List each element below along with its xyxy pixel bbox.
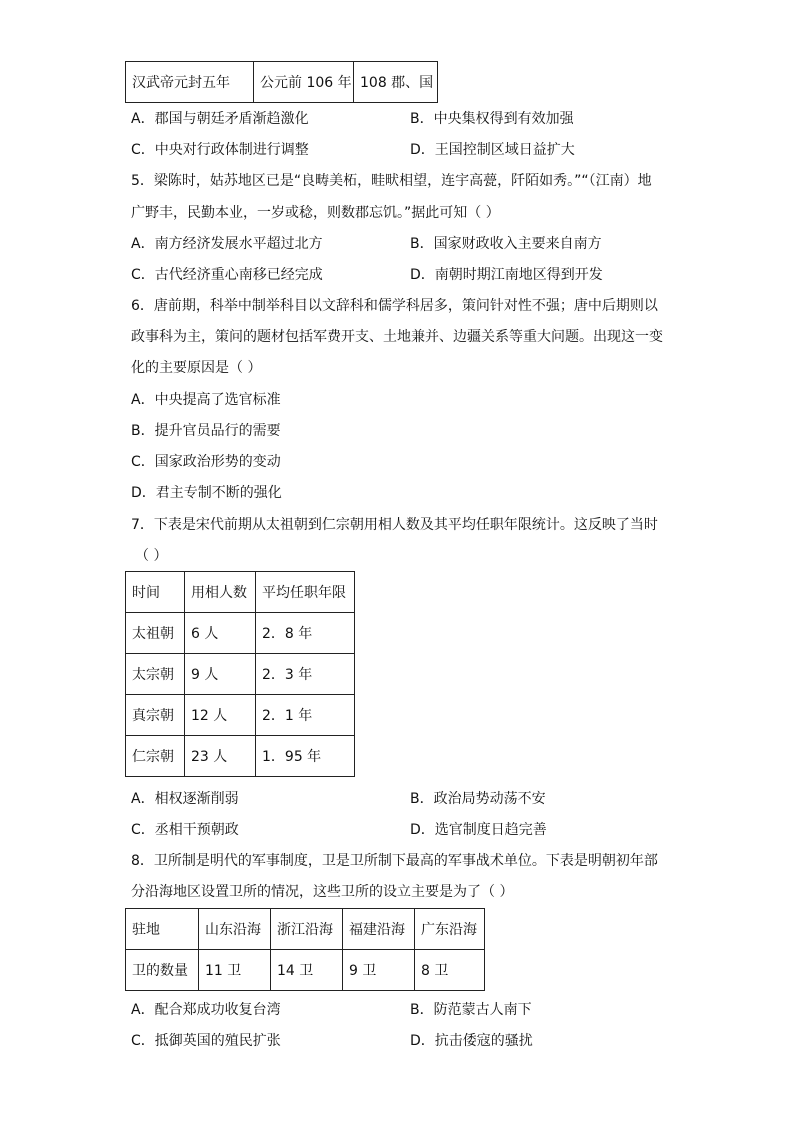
q6-stem-line-2: 政事科为主，策问的题材包括军费开支、土地兼并、边疆关系等重大问题。出现这一变 bbox=[131, 329, 663, 345]
table-cell: 2．1 年 bbox=[256, 695, 355, 736]
q6-stem-line-3: 化的主要原因是（ ） bbox=[131, 360, 262, 376]
table-row bbox=[126, 613, 355, 654]
table-cell: 23 人 bbox=[185, 736, 256, 777]
table-cell: 9 人 bbox=[185, 654, 256, 695]
table-cell: 1．95 年 bbox=[256, 736, 355, 777]
table-row bbox=[126, 654, 355, 695]
table-header-cell: 时间 bbox=[126, 572, 185, 613]
option-d[interactable]: D．抗击倭寇的骚扰 bbox=[410, 1033, 533, 1049]
option-b[interactable]: B．政治局势动荡不安 bbox=[410, 791, 546, 807]
table-cell: 12 人 bbox=[185, 695, 256, 736]
table-cell: 太宗朝 bbox=[126, 654, 185, 695]
option-b[interactable]: B．国家财政收入主要来自南方 bbox=[410, 236, 602, 252]
option-d[interactable]: D．南朝时期江南地区得到开发 bbox=[410, 267, 603, 283]
table-header-cell: 平均任职年限 bbox=[256, 572, 355, 613]
table-cell: 9 卫 bbox=[343, 950, 415, 991]
q8-options-row-2 bbox=[131, 1031, 691, 1051]
q7-stem-line-2: （ ） bbox=[135, 548, 168, 564]
table-cell: 6 人 bbox=[185, 613, 256, 654]
table-row bbox=[126, 62, 438, 103]
table-header-cell: 浙江沿海 bbox=[271, 909, 343, 950]
q8-options-row-1 bbox=[131, 1000, 691, 1020]
chancellor-table bbox=[125, 571, 355, 777]
q7-options-row-1 bbox=[131, 789, 691, 809]
q4-options-row-2 bbox=[131, 140, 691, 160]
option-a[interactable]: A．郡国与朝廷矛盾渐趋激化 bbox=[131, 111, 309, 127]
table-row bbox=[126, 950, 485, 991]
q5-options-row-1 bbox=[131, 234, 691, 254]
table-header-row bbox=[126, 909, 485, 950]
table-row bbox=[126, 736, 355, 777]
q5-stem-line-2: 广野丰，民勤本业，一岁或稔，则数郡忘饥。”据此可知（ ） bbox=[131, 205, 500, 221]
table-cell: 108 郡、国 bbox=[354, 62, 438, 103]
table-cell: 11 卫 bbox=[199, 950, 271, 991]
table-header-cell: 用相人数 bbox=[185, 572, 256, 613]
option-a[interactable]: A．相权逐渐削弱 bbox=[131, 791, 239, 807]
q5-stem-line-1: 5．梁陈时，姑苏地区已是“良畴美柘，畦畎相望，连宇高甍，阡陌如秀。”“（江南）地 bbox=[131, 173, 652, 189]
table-header-cell: 山东沿海 bbox=[199, 909, 271, 950]
table-header-row bbox=[126, 572, 355, 613]
option-c[interactable]: C．古代经济重心南移已经完成 bbox=[131, 267, 323, 283]
garrison-table bbox=[125, 908, 485, 991]
table-header-cell: 广东沿海 bbox=[415, 909, 485, 950]
q6-stem-line-1: 6．唐前期，科举中制举科目以文辞科和儒学科居多，策问针对性不强；唐中后期则以 bbox=[131, 298, 658, 314]
q5-options-row-2 bbox=[131, 265, 691, 285]
option-b[interactable]: B．防范蒙古人南下 bbox=[410, 1002, 532, 1018]
option-c[interactable]: C．抵御英国的殖民扩张 bbox=[131, 1033, 281, 1049]
table-cell: 真宗朝 bbox=[126, 695, 185, 736]
table-cell: 仁宗朝 bbox=[126, 736, 185, 777]
q8-stem-line-2: 分沿海地区设置卫所的情况，这些卫所的设立主要是为了（ ） bbox=[131, 884, 514, 900]
option-d[interactable]: D．王国控制区域日益扩大 bbox=[410, 142, 575, 158]
table-cell: 太祖朝 bbox=[126, 613, 185, 654]
q7-stem-line-1: 7．下表是宋代前期从太祖朝到仁宗朝用相人数及其平均任职年限统计。这反映了当时 bbox=[131, 517, 658, 533]
option-b[interactable]: B．提升官员品行的需要 bbox=[131, 423, 281, 439]
table-cell: 汉武帝元封五年 bbox=[126, 62, 254, 103]
option-a[interactable]: A．配合郑成功收复台湾 bbox=[131, 1002, 281, 1018]
table-cell: 8 卫 bbox=[415, 950, 485, 991]
table-header-cell: 福建沿海 bbox=[343, 909, 415, 950]
table-cell: 2．3 年 bbox=[256, 654, 355, 695]
table-cell: 公元前 106 年 bbox=[254, 62, 354, 103]
table-cell: 14 卫 bbox=[271, 950, 343, 991]
option-c[interactable]: C．国家政治形势的变动 bbox=[131, 454, 281, 470]
option-d[interactable]: D．君主专制不断的强化 bbox=[131, 485, 282, 501]
option-a[interactable]: A．南方经济发展水平超过北方 bbox=[131, 236, 323, 252]
option-a[interactable]: A．中央提高了选官标准 bbox=[131, 392, 281, 408]
table-row bbox=[126, 695, 355, 736]
table-header-cell: 驻地 bbox=[126, 909, 199, 950]
q8-stem-line-1: 8．卫所制是明代的军事制度，卫是卫所制下最高的军事战术单位。下表是明朝初年部 bbox=[131, 853, 658, 869]
option-d[interactable]: D．选官制度日趋完善 bbox=[410, 822, 547, 838]
q4-options-row-1 bbox=[131, 109, 691, 129]
option-b[interactable]: B．中央集权得到有效加强 bbox=[410, 111, 574, 127]
q7-options-row-2 bbox=[131, 820, 691, 840]
dynasty-table bbox=[125, 61, 438, 103]
option-c[interactable]: C．中央对行政体制进行调整 bbox=[131, 142, 309, 158]
option-c[interactable]: C．丞相干预朝政 bbox=[131, 822, 239, 838]
table-cell: 2．8 年 bbox=[256, 613, 355, 654]
table-cell: 卫的数量 bbox=[126, 950, 199, 991]
